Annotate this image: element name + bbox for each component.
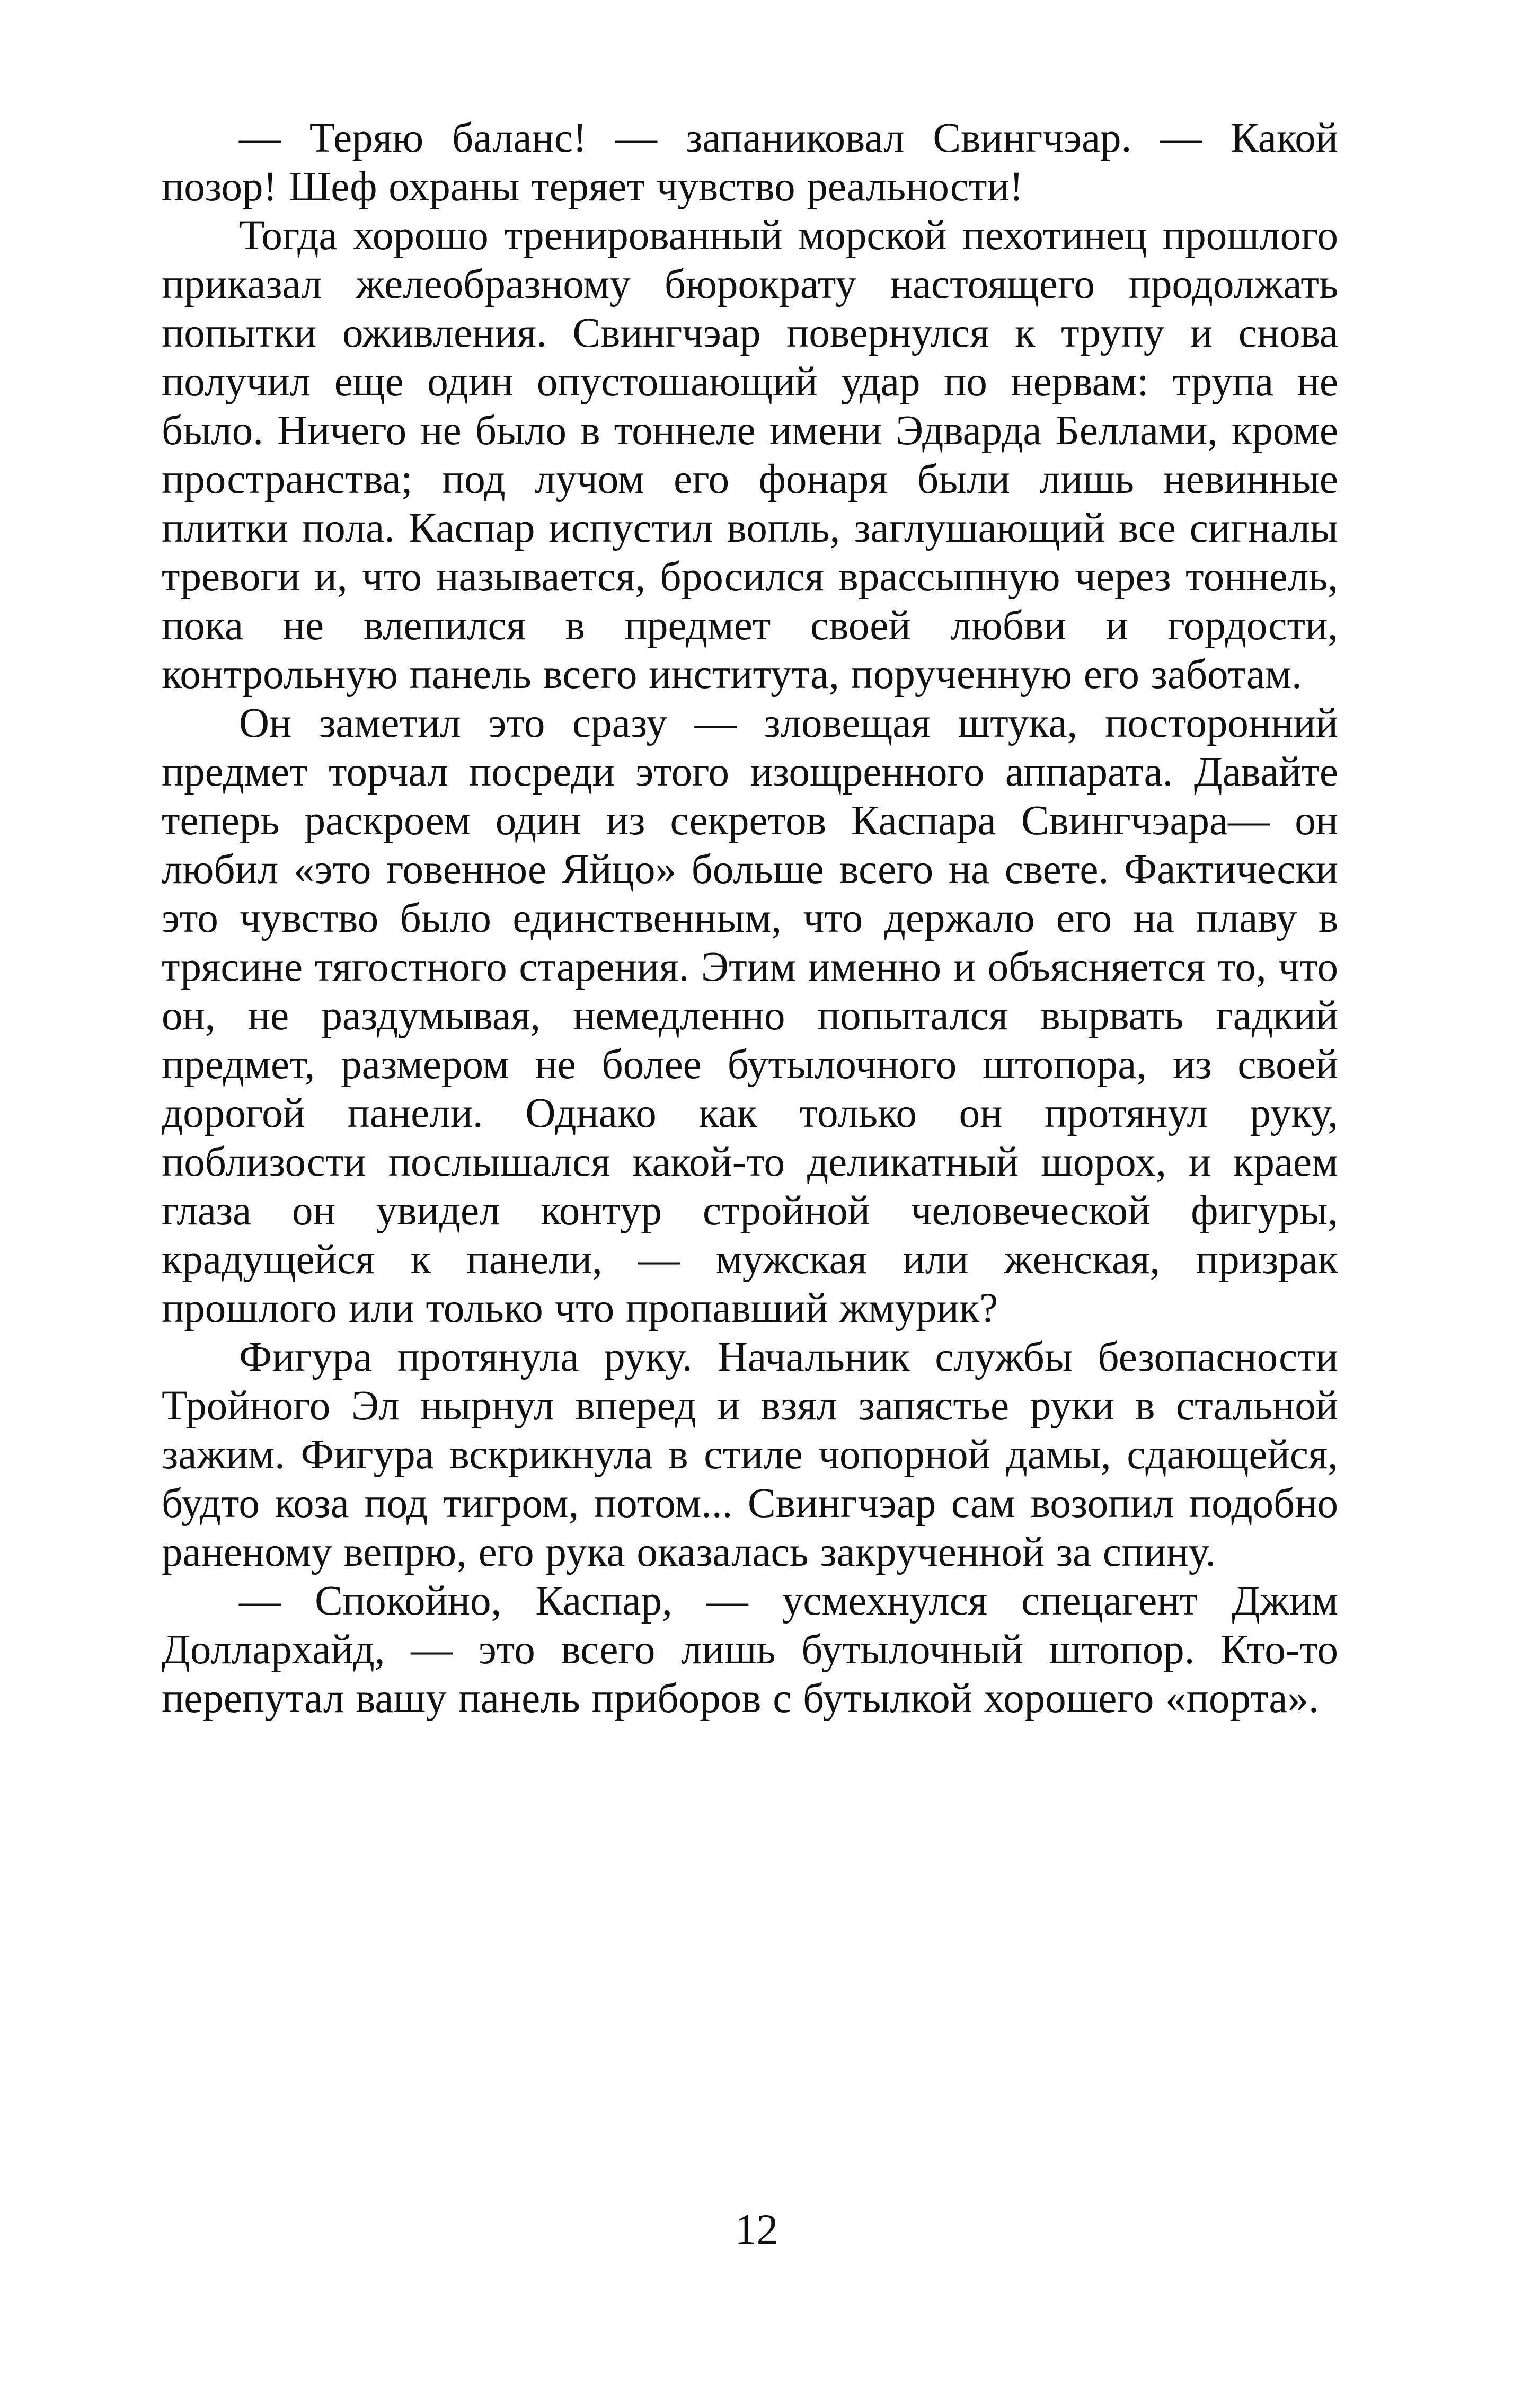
paragraph-5: — Спокойно, Каспар, — усмехнулся спецагент Джим Доллархайд, — это всего лишь бутылочный штопор. Кто-то перепутал вашу панель приборов с бутылкой хорошего «порта».	[162, 1578, 1338, 1722]
paragraph-3: Он заметил это сразу — зловещая штука, посторонний предмет торчал посреди этого изощренного аппарата. Давайте теперь раскроем один из секретов Каспара Свингчэара— он любил «это говенное Яйцо» больше всего на свете. Фактически это чувство было единственным, что держало его на плаву в трясине тягостного старения. Этим именно и объясняется то, что он, не раздумывая, немедленно попытался вырвать гадкий предмет, размером не более бутылочного штопора, из своей дорогой панели. Однако как только он протянул руку, поблизости послышался какой-то деликатный шорох, и краем глаза он увидел контур стройной человеческой фигуры, крадущейся к панели, — мужская или женская, призрак прошлого или только что пропавший жмурик?	[162, 700, 1338, 1331]
page-body	[162, 114, 1338, 1723]
page-number: 12	[735, 2205, 778, 2253]
paragraph-1: — Теряю баланс! — запаниковал Свингчэар. — Какой позор! Шеф охраны теряет чувство реальности!	[162, 115, 1338, 210]
paragraph-4: Фигура протянула руку. Начальник службы безопасности Тройного Эл нырнул вперед и взял запястье руки в стальной зажим. Фигура вскрикнула в стиле чопорной дамы, сдающейся, будто коза под тигром, потом... Свингчэар сам возопил подобно раненому вепрю, его рука оказалась закрученной за спину.	[162, 1334, 1338, 1575]
paragraph-2: Тогда хорошо тренированный морской пехотинец прошлого приказал желеобразному бюрократу настоящего продолжать попытки оживления. Свингчэар повернулся к трупу и снова получил еще один опустошающий удар по нервам: трупа не было. Ничего не было в тоннеле имени Эдварда Беллами, кроме пространства; под лучом его фонаря были лишь невинные плитки пола. Каспар испустил вопль, заглушающий все сигналы тревоги и, что называется, бросился врассыпную через тоннель, пока не влепился в предмет своей любви и гордости, контрольную панель всего института, порученную его заботам.	[162, 213, 1338, 698]
